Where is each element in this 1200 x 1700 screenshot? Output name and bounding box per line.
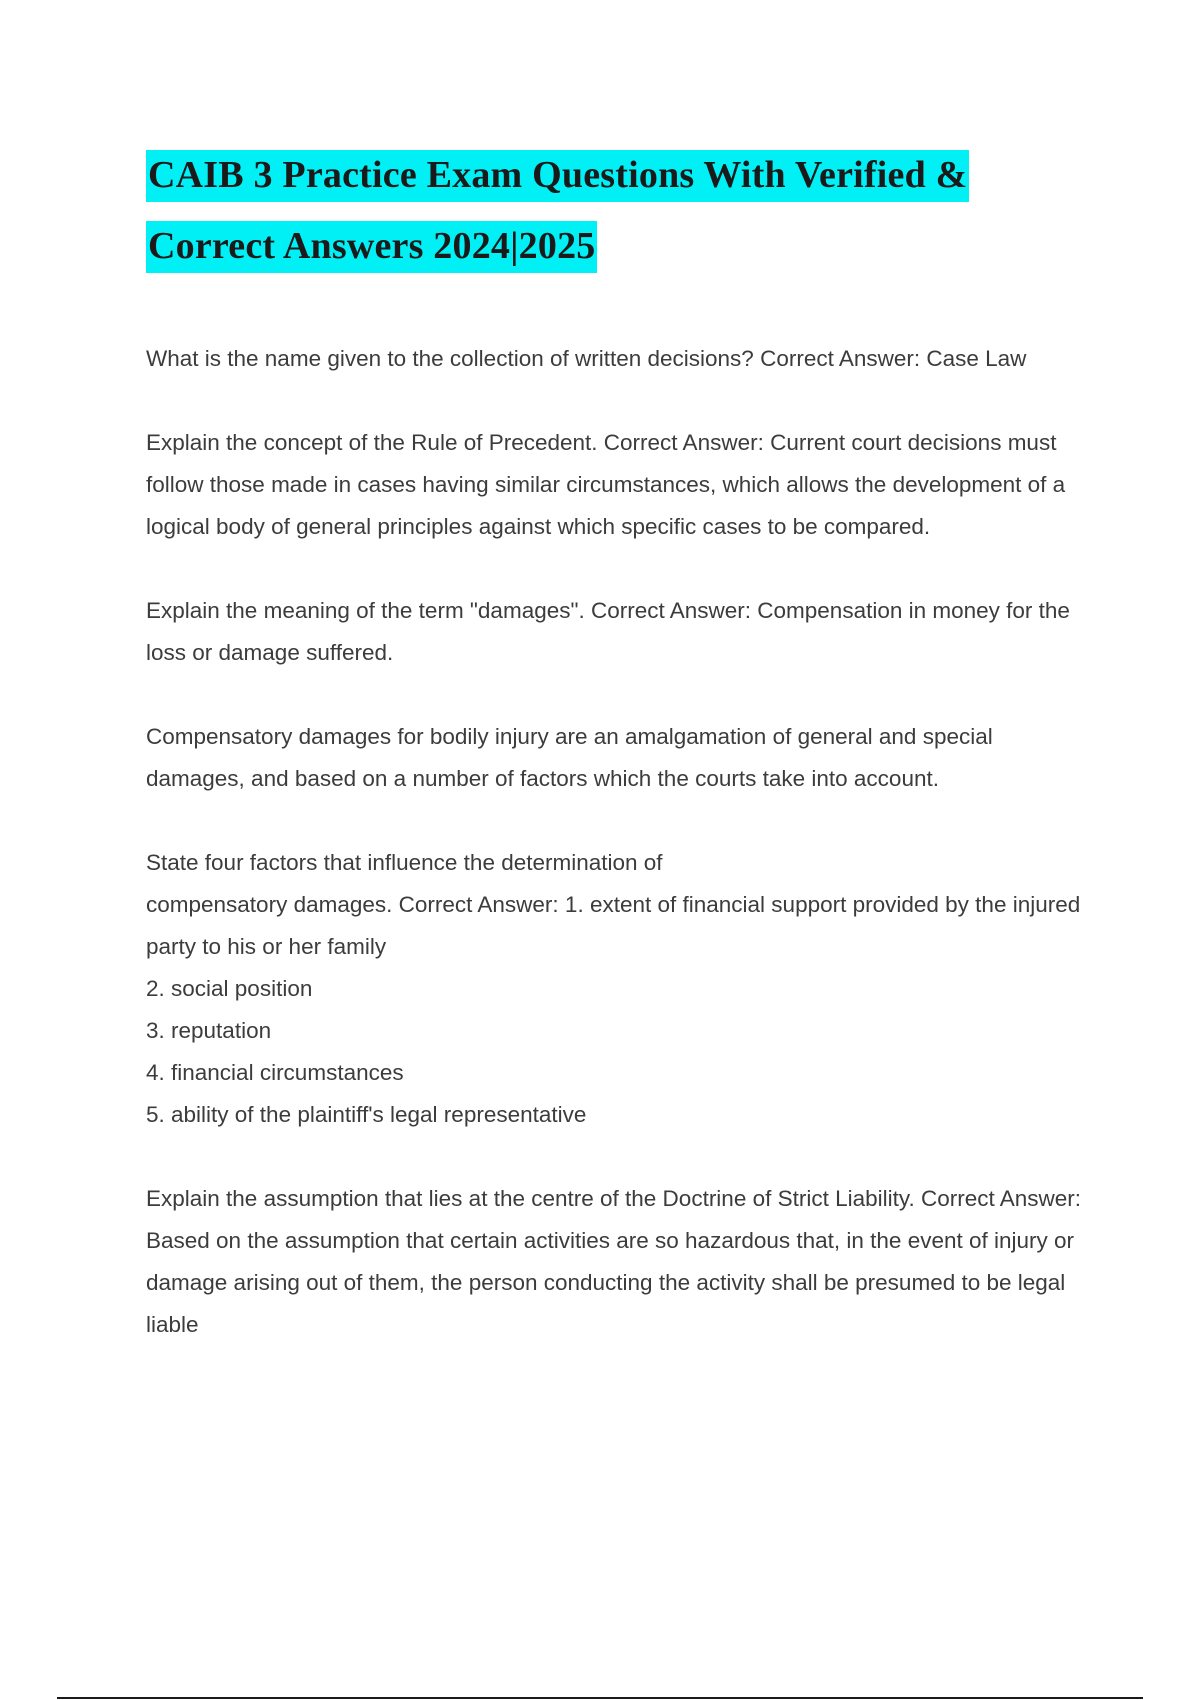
qa-item-compensatory-damages: Compensatory damages for bodily injury are an amalgamation of general and special damages, and based on a number of factors which the courts take into account. bbox=[146, 724, 993, 791]
title-highlight bbox=[146, 150, 969, 273]
qa-item-case-law: What is the name given to the collection of written decisions? Correct Answer: Case Law bbox=[146, 346, 1027, 371]
list-item: 3. reputation bbox=[146, 1018, 272, 1043]
list-item: 4. financial circumstances bbox=[146, 1060, 404, 1085]
qa-content bbox=[146, 338, 1096, 1346]
document-page bbox=[146, 140, 1096, 1388]
list-item: 2. social position bbox=[146, 976, 313, 1001]
list-item: 5. ability of the plaintiff's legal representative bbox=[146, 1102, 587, 1127]
title-line-1: CAIB 3 Practice Exam Questions With Verified & bbox=[148, 154, 968, 196]
qa-item-rule-of-precedent: Explain the concept of the Rule of Precedent. Correct Answer: Current court decisions must follow those made in cases having similar circumstances, which allows the development of a logical body of general principles against which specific cases to be compared. bbox=[146, 430, 1066, 539]
page-bottom-rule bbox=[57, 1697, 1143, 1699]
qa-item-four-factors bbox=[146, 842, 1096, 1136]
qa-item-strict-liability: Explain the assumption that lies at the centre of the Doctrine of Strict Liability. Correct Answer: Based on the assumption that certain activities are so hazardous that, in the event of injury or damage arising out of them, the person conducting the activity shall be presumed to be legal liable bbox=[146, 1186, 1082, 1337]
document-title bbox=[146, 140, 1096, 282]
title-line-2: Correct Answers 2024|2025 bbox=[148, 225, 596, 267]
qa-item-damages: Explain the meaning of the term "damages". Correct Answer: Compensation in money for the loss or damage suffered. bbox=[146, 598, 1070, 665]
factors-list bbox=[146, 968, 1096, 1136]
four-factors-answer: compensatory damages. Correct Answer: 1. extent of financial support provided by the injured party to his or her family bbox=[146, 892, 1081, 959]
four-factors-question-line: State four factors that influence the determination of bbox=[146, 850, 663, 875]
